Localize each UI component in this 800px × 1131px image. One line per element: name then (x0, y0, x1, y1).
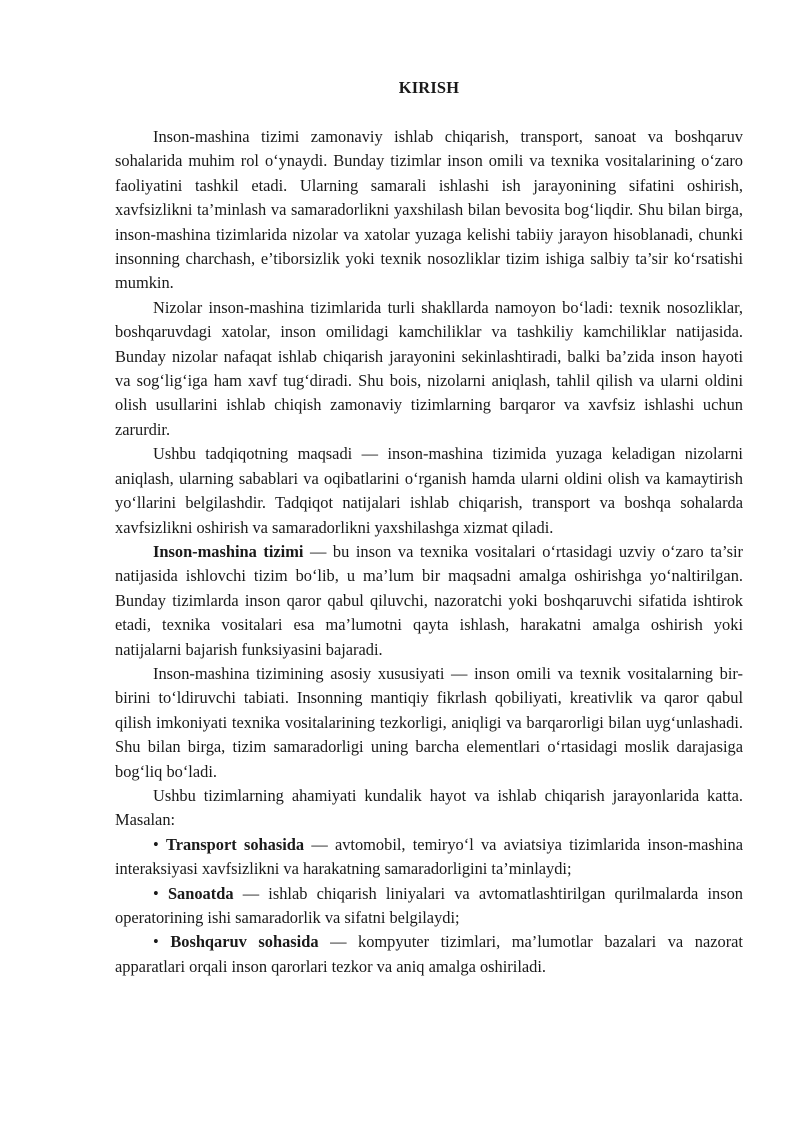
list-item (115, 833, 743, 882)
paragraph-text: Nizolar inson-mashina tizimlarida turli shakllarda namoyon bo‘ladi: texnik nosozliklar, boshqaruvdagi xatolar, inson omilidagi kamchiliklar va tashkiliy kamchiliklar natijasida. Bunday nizolar nafaqat ishlab chiqarish jarayonini sekinlashtiradi, balki ba’zida inson hayoti va sog‘lig‘iga ham xavf tug‘diradi. Shu bois, nizolarni aniqlash, tahlil qilish va ularni oldini olish usullarini ishlab chiqish zamonaviy tizimlarning barqaror va xavfsiz ishlashi uchun zarurdir. (115, 297, 743, 439)
bullet-marker: • (153, 932, 159, 952)
bullet-text: — avtomobil, temiryo‘l va aviatsiya tizimlarida inson-mashina interaksiyasi xavfsizlikni va harakatning samaradorligini ta’minlaydi; (115, 834, 744, 879)
paragraph-intro (115, 125, 743, 296)
paragraph-definition (115, 540, 743, 662)
paragraph-text: Ushbu tizimlarning ahamiyati kundalik hayot va ishlab chiqarish jarayonlarida katta. Masalan: (115, 785, 743, 830)
bullet-lead: Transport sohasida (166, 834, 305, 854)
list-item (115, 882, 743, 931)
paragraph-goal (115, 442, 743, 540)
paragraph-text: Ushbu tadqiqotning maqsadi — inson-mashina tizimida yuzaga keladigan nizolarni aniqlash, ularning sabablari va oqibatlarini o‘rganish hamda ularni oldini olish va kamaytirish yo‘llarini belgilashdir. Tadqiqot natijalari ishlab chiqarish, transport va boshqa sohalarda xavfsizlikni oshirish va samaradorlikni yaxshilashga xizmat qiladi. (115, 444, 743, 537)
paragraph-importance (115, 784, 743, 833)
document-page (115, 0, 743, 979)
bullet-marker: • (153, 883, 159, 903)
list-item (115, 930, 743, 979)
page-title: KIRISH (398, 78, 460, 97)
paragraph-text: Inson-mashina tizimining asosiy xususiyati — inson omili va texnik vositalarning bir-birini to‘ldiruvchi tabiati. Insonning mantiqiy fikrlash qobiliyati, kreativlik va qaror qabul qilish imkoniyati texnika vositalarining tezkorligi, aniqligi va barqarorligi bilan uyg‘unlashadi. Shu bilan birga, tizim samaradorligi uning barcha elementlari o‘rtasidagi moslik darajasiga bog‘liq bo‘ladi. (115, 663, 743, 781)
paragraph-conflicts (115, 296, 743, 442)
term-lead: Inson-mashina tizimi (153, 541, 304, 561)
bullet-marker: • (153, 834, 159, 854)
bullet-text: — kompyuter tizimlari, ma’lumotlar bazalari va nazorat apparatlari orqali inson qarorlari tezkor va aniq amalga oshiriladi. (115, 932, 743, 976)
bullet-text: — ishlab chiqarish liniyalari va avtomatlashtirilgan qurilmalarda inson operatorining ishi samaradorlik va sifatni belgilaydi; (115, 883, 743, 927)
document-body (115, 125, 743, 979)
paragraph-text: Inson-mashina tizimi zamonaviy ishlab chiqarish, transport, sanoat va boshqaruv sohalarida muhim rol o‘ynaydi. Bunday tizimlar inson omili va texnika vositalarining o‘zaro faoliyatini tashkil etadi. Ularning samarali ishlashi ish jarayonining sifatini oshirish, xavfsizlikni ta’minlash va samaradorlikni yaxshilash bilan bevosita bog‘liqdir. Shu bilan birga, inson-mashina tizimlarida nizolar va xatolar yuzaga kelishi tabiiy jarayon hisoblanadi, chunki insonning charchash, e’tiborsizlik yoki texnik nosozliklar tizim ishiga salbiy ta’sir ko‘rsatishi mumkin. (115, 127, 743, 293)
paragraph-features (115, 662, 743, 784)
bullet-lead: Sanoatda (167, 883, 234, 903)
paragraph-text: — bu inson va texnika vositalari o‘rtasidagi uzviy o‘zaro ta’sir natijasida ishlovchi tizim bo‘lib, u ma’lum bir maqsadni amalga oshirishga yo‘naltirilgan. Bunday tizimlarda inson qaror qabul qiluvchi, nazoratchi yoki boshqaruvchi sifatida ishtirok etadi, texnika vositalari esa ma’lumotni qayta ishlash, harakatni amalga oshirish yoki natijalarni bajarish funksiyasini bajaradi. (115, 541, 744, 659)
bullet-lead: Boshqaruv sohasida (170, 932, 319, 952)
